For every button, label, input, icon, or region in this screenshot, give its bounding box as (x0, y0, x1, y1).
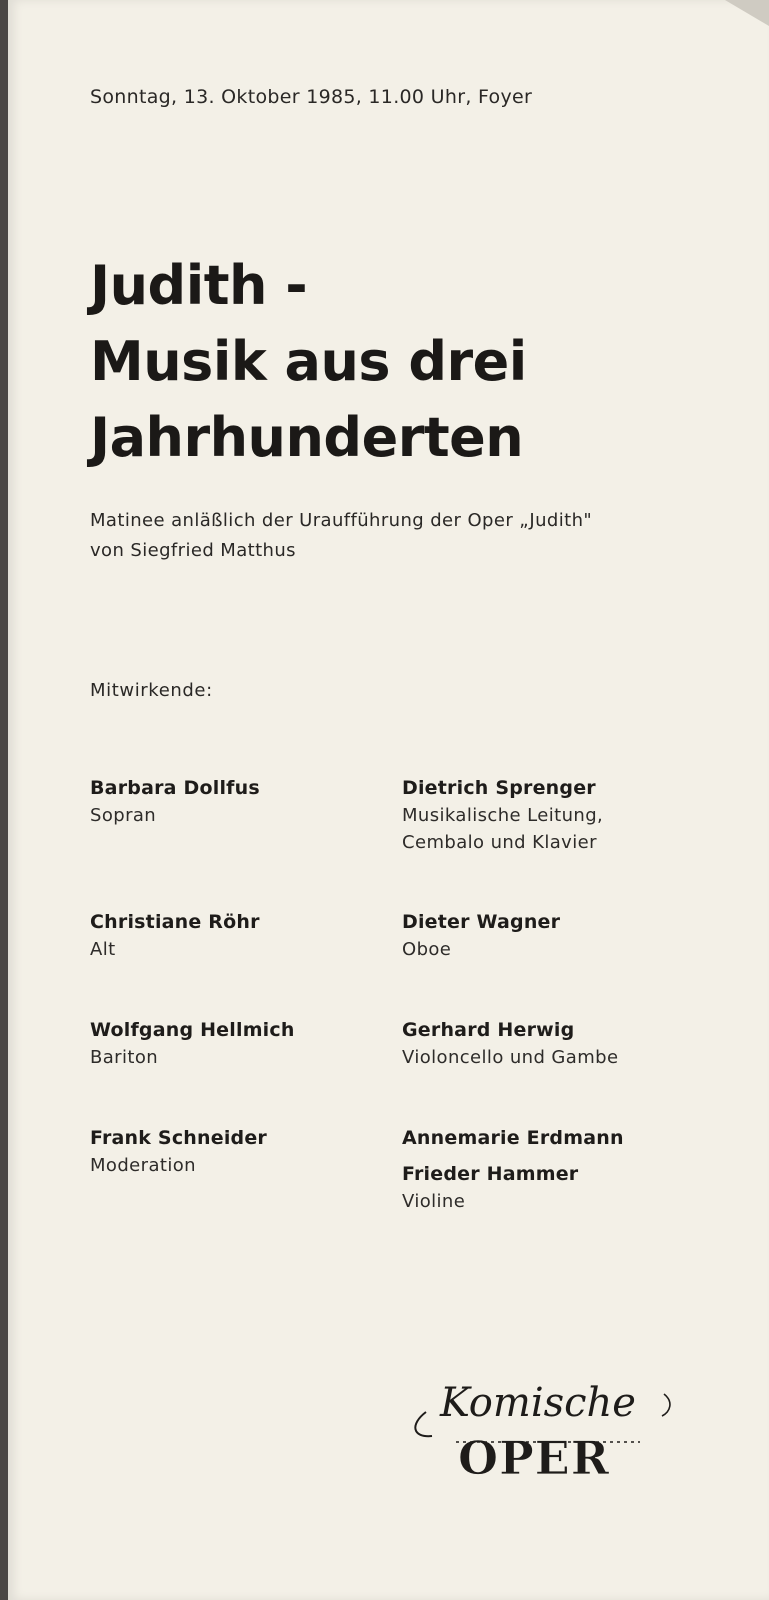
logo-flourish-left (415, 1412, 432, 1436)
komische-oper-logo (408, 1372, 698, 1492)
participant-name: Gerhard Herwig (402, 1019, 575, 1041)
participant-violins (402, 1124, 624, 1215)
logo-script-text: Komische (440, 1380, 636, 1426)
participant-role: Bariton (90, 1047, 159, 1068)
participant-role: Moderation (90, 1155, 196, 1176)
participant-baritone (90, 1016, 295, 1071)
participant-alto (90, 908, 260, 963)
participant-role-line-2: Cembalo und Klavier (402, 832, 597, 853)
title-line-2: Musik aus drei (90, 330, 527, 393)
participant-conductor (402, 774, 603, 856)
folded-corner (725, 0, 769, 26)
logo-graphic (408, 1372, 698, 1492)
participant-name-2: Frieder Hammer (402, 1163, 579, 1185)
program-sheet (8, 0, 769, 1600)
participant-role: Oboe (402, 939, 452, 960)
participant-role: Violoncello und Gambe (402, 1047, 619, 1068)
participant-role: Sopran (90, 805, 157, 826)
program-subtitle (90, 506, 592, 566)
participant-name: Wolfgang Hellmich (90, 1019, 295, 1041)
participant-name: Annemarie Erdmann (402, 1127, 624, 1149)
logo-flourish-right (662, 1394, 670, 1416)
participant-moderation (90, 1124, 267, 1179)
participant-name: Dieter Wagner (402, 911, 561, 933)
participant-oboe (402, 908, 560, 963)
participant-name: Frank Schneider (90, 1127, 267, 1149)
subtitle-line-2: von Siegfried Matthus (90, 540, 296, 561)
participant-name: Barbara Dollfus (90, 777, 260, 799)
title-line-1: Judith - (90, 254, 308, 317)
logo-block-text: OPER (458, 1431, 610, 1485)
participant-soprano (90, 774, 260, 829)
participant-cello (402, 1016, 618, 1071)
participant-role-line-1: Musikalische Leitung, (402, 805, 604, 826)
program-title (90, 248, 527, 476)
participant-role: Violine (402, 1191, 466, 1212)
participants-label: Mitwirkende: (90, 680, 213, 701)
title-line-3: Jahrhunderten (90, 406, 524, 469)
subtitle-line-1: Matinee anläßlich der Uraufführung der Oper „Judith" (90, 510, 593, 531)
participant-name: Christiane Röhr (90, 911, 260, 933)
event-date-line: Sonntag, 13. Oktober 1985, 11.00 Uhr, Foyer (90, 86, 533, 108)
participant-role: Alt (90, 939, 116, 960)
participant-name: Dietrich Sprenger (402, 777, 596, 799)
